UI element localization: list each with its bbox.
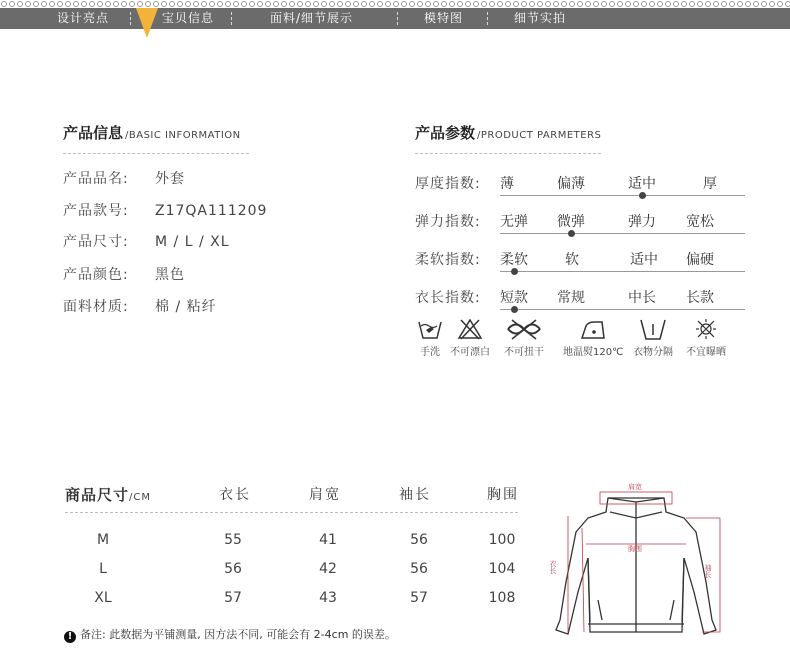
care-separate-wash: 衣物分隔 [623,318,683,358]
nav-separator [397,12,398,25]
param-label: 厚度指数: [415,176,481,192]
top-nav [0,8,790,29]
diagram-label-shoulder: 肩宽 [628,483,642,491]
param-option: 弹力 [628,214,656,230]
warning-icon: ! [64,631,76,643]
nav-item-model[interactable]: 模特图 [424,11,464,25]
param-option: 适中 [628,176,656,192]
nav-item-product-info[interactable]: 宝贝信息 [162,11,215,25]
param-label: 弹力指数: [415,214,481,230]
size-cell: 57 [224,590,242,606]
nav-separator [487,12,488,25]
no-bleach-icon [457,318,483,340]
param-indicator-dot [568,230,575,237]
nav-active-marker-icon [136,8,158,38]
no-wring-icon [504,318,544,340]
param-option: 偏硬 [686,252,714,268]
param-option: 柔软 [500,252,528,268]
size-cell: 57 [410,590,428,606]
info-row-style-no: 产品款号: Z17QA111209 [63,203,268,219]
care-no-bleach: 不可漂白 [440,318,500,358]
info-row-size: 产品尺寸: M / L / XL [63,234,230,250]
size-cell: 56 [410,532,428,548]
size-header-sleeve: 袖长 [399,487,431,503]
param-label: 衣长指数: [415,290,481,306]
size-cell: 100 [488,532,516,548]
measurement-lines [568,492,720,632]
care-iron-low: 地温熨120℃ [563,318,623,358]
nav-separator [231,12,232,25]
info-row-color: 产品颜色: 黑色 [63,267,185,283]
nav-item-fabric-detail[interactable]: 面料/细节展示 [270,11,354,25]
size-cell: 55 [224,532,242,548]
param-option: 长款 [686,290,714,306]
size-cell: 42 [319,561,337,577]
care-no-sun-dry: 不宜曝晒 [676,318,736,358]
param-indicator-dot [511,306,518,313]
param-row-softness [415,249,745,287]
param-scale-line [500,309,745,310]
size-cell: 41 [319,532,337,548]
param-option: 中长 [628,290,656,306]
nav-separator [130,12,131,25]
param-label: 柔软指数: [415,252,481,268]
size-cell-label: L [99,561,107,577]
param-option: 适中 [630,252,658,268]
measurement-note: ! 备注: 此数据为平铺测量, 因方法不同, 可能会有 2-4cm 的误差。 [64,626,396,643]
size-cell-label: M [96,532,110,548]
size-cell-label: XL [94,590,112,606]
jacket-outline [556,498,716,634]
diagram-label-length: 衣长 [549,560,557,574]
param-option: 无弹 [500,214,528,230]
nav-item-design[interactable]: 设计亮点 [57,11,110,25]
size-cell: 56 [224,561,242,577]
param-option: 软 [565,252,579,268]
diagram-label-chest: 胸围 [628,545,642,553]
param-option: 短款 [500,290,528,306]
size-cell: 104 [488,561,516,577]
product-params-title: 产品参数 /PRODUCT PARMETERS [415,124,602,142]
param-option: 薄 [500,176,514,192]
care-hand-wash: 手洗 [400,318,460,358]
size-cell: 108 [488,590,516,606]
nav-item-detail-photo[interactable]: 细节实拍 [514,11,567,25]
diagram-label-sleeve: 袖长 [704,564,712,578]
care-no-wring: 不可扭干 [494,318,554,358]
param-option: 宽松 [686,214,714,230]
jacket-measurement-diagram [548,482,724,642]
divider [415,153,601,154]
param-option: 偏薄 [557,176,585,192]
info-row-name: 产品品名: 外套 [63,171,185,187]
separate-wash-icon [638,318,668,340]
size-header-length: 衣长 [219,487,251,503]
size-header-shoulder: 肩宽 [309,487,341,503]
param-scale-line [500,233,745,234]
iron-low-icon [578,318,608,340]
param-indicator-dot [639,192,646,199]
param-option: 常规 [557,290,585,306]
param-row-elasticity [415,211,745,249]
size-cell: 56 [410,561,428,577]
param-option: 厚 [703,176,717,192]
divider [65,512,518,513]
param-indicator-dot [511,268,518,275]
top-decorative-border [0,0,790,8]
no-sun-dry-icon [693,318,719,340]
size-header-chest: 胸围 [487,487,519,503]
param-scale-line [500,271,745,272]
size-cell: 43 [319,590,337,606]
param-option: 微弹 [557,214,585,230]
divider [63,153,249,154]
info-row-material: 面料材质: 棉 / 粘纤 [63,299,217,315]
param-scale-line [500,195,745,196]
product-info-title: 产品信息 /BASIC INFORMATION [63,124,241,142]
size-table-title: 商品尺寸/CM [65,486,151,504]
param-row-thickness [415,173,745,211]
